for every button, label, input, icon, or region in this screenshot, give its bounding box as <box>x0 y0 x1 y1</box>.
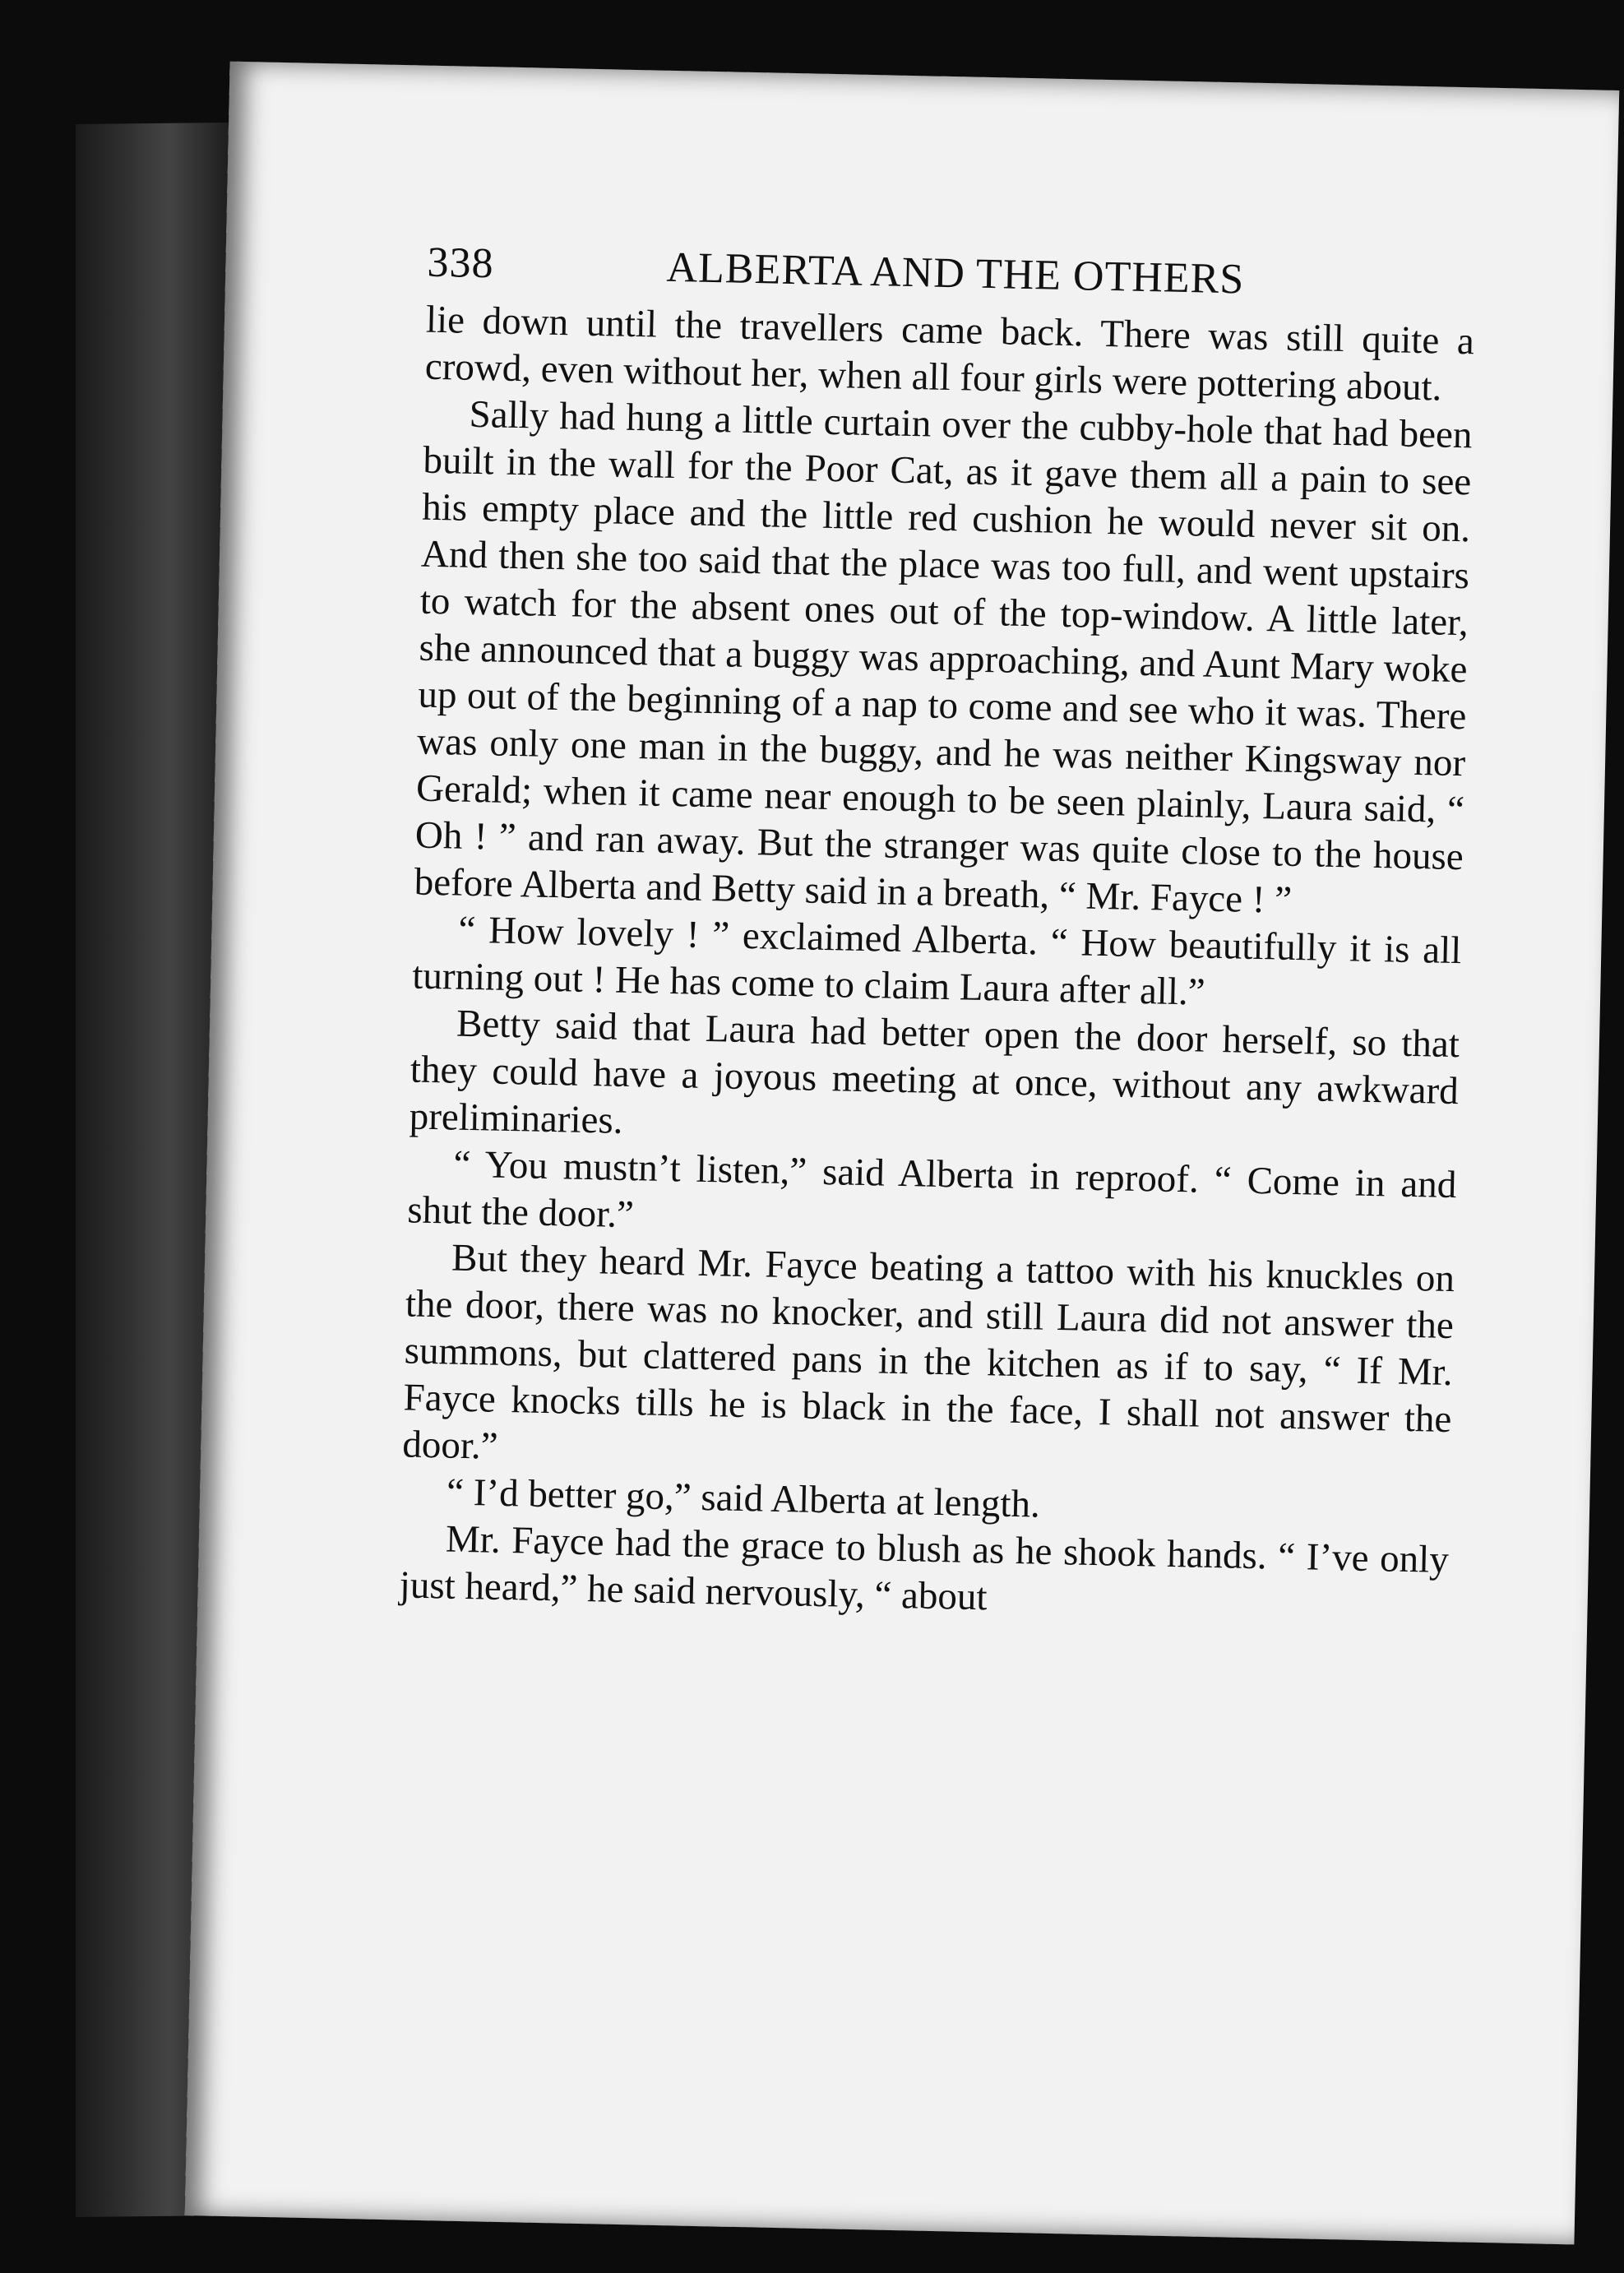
paragraph: But they heard Mr. Fayce beating a tattoo with his knuckles on the door, there was no knocker, and still Laura did not answer the summons, but clattered pans in the kitchen as if to say, “ If Mr. Fayce knocks tills he is black in the face, I shall not answer the door.” <box>401 1236 1455 1468</box>
paragraph: Betty said that Laura had better open the door herself, so that they could have a joyous meeting at once, without any awkward preliminaries. <box>409 1002 1460 1142</box>
paragraph: “ How lovely ! ” exclaimed Alberta. “ How beautifully it is all turning out ! He has come to claim Laura after all.” <box>411 908 1462 1014</box>
page-content <box>390 238 1476 2069</box>
paragraph: Mr. Fayce had the grace to blush as he shook hands. “ I’ve only just heard,” he said nervously, “ about <box>399 1517 1450 1619</box>
paragraph: “ You mustn’t listen,” said Alberta in reproof. “ Come in and shut the door.” <box>406 1142 1457 1237</box>
paragraph: lie down until the travellers came back. There was still quite a crowd, even without her, when all four girls were pottering about. <box>424 298 1475 410</box>
book-page <box>185 62 1619 2245</box>
paragraph: “ I’d better go,” said Alberta at length. <box>446 1470 1041 1526</box>
page-number: 338 <box>426 238 495 288</box>
body-text <box>399 297 1474 1631</box>
running-header <box>427 238 1476 309</box>
book-title: ALBERTA AND THE OTHERS <box>665 243 1245 303</box>
paragraph: Sally had hung a little curtain over the cubby-hole that had been built in the wall for the Poor Cat, as it gave them all a pain to see his empty place and the little red cushion he would never sit on. And then she too said that the place was too full, and went upstairs to watch for the absent ones out of the top-window. A little later, she announced that a buggy was approaching, and Aunt Mary woke up out of the beginning of a nap to come and see who it was. There was only one man in the buggy, and he was neither Kingsway nor Gerald; when it came near enough to be seen plainly, Laura said, “ Oh ! ” and ran away. But the stranger was quite close to the house before Alberta and Betty said in a breath, “ Mr. Fayce ! ” <box>414 392 1473 922</box>
